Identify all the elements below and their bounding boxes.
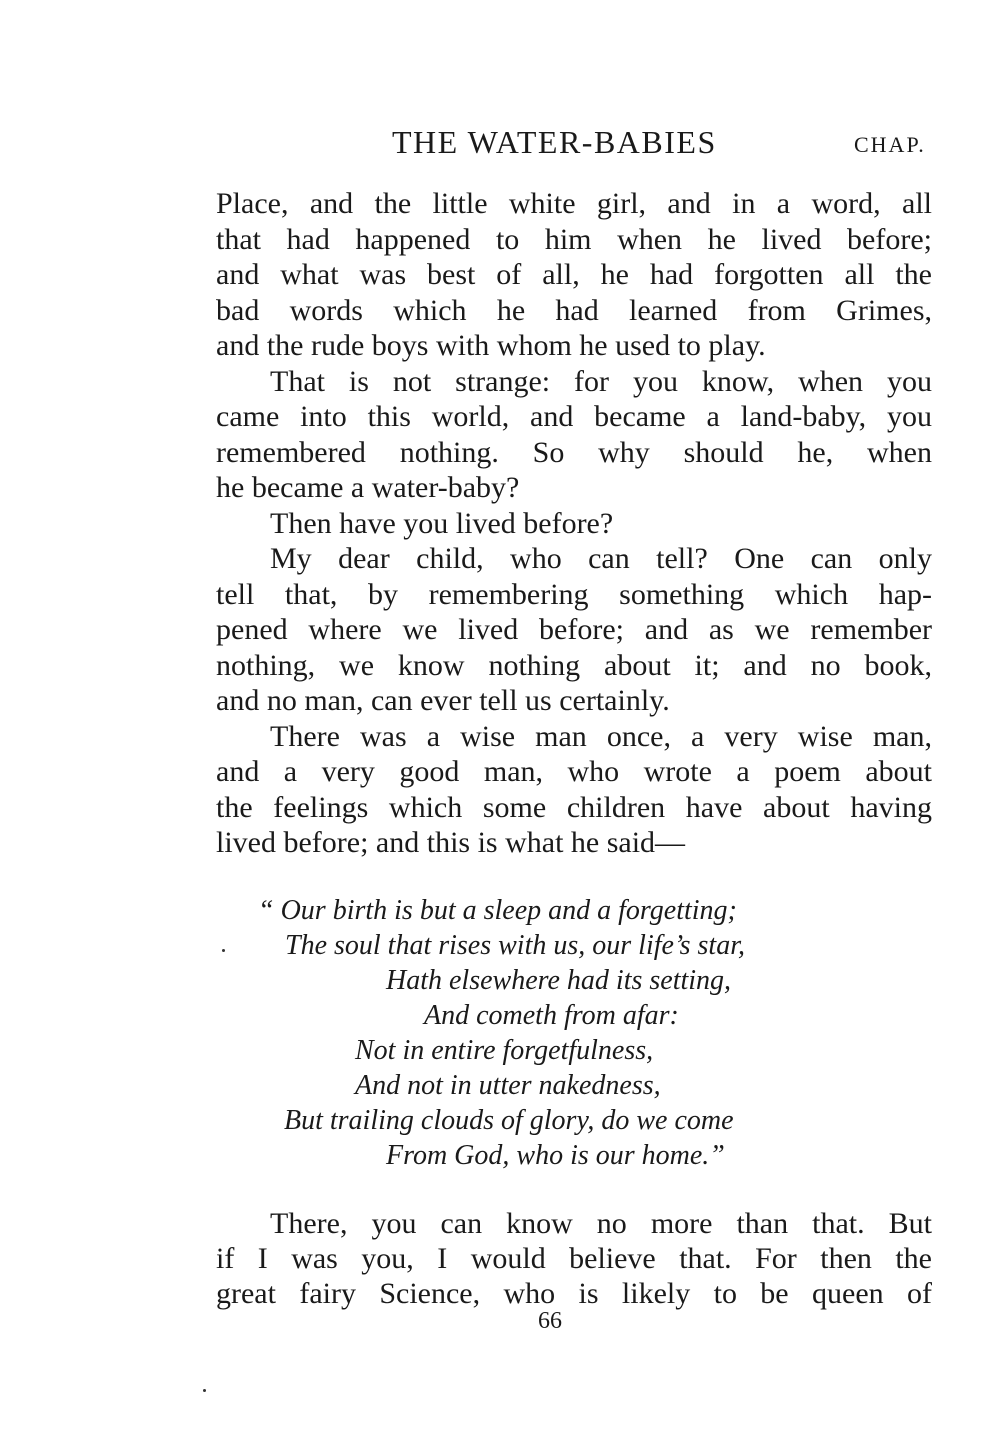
text-line: and no man, can ever tell us certainly. [216,684,670,717]
text-line: My dear child, who can tell? One can only [270,542,932,575]
text-line: and what was best of all, he had forgotten all the [216,258,932,291]
text-line: remembered nothing. So why should he, when [216,436,932,469]
text-line: and a very good man, who wrote a poem about [216,755,932,788]
text-line: Then have you lived before? [270,507,614,540]
ink-speck [222,949,225,952]
poem-line: And cometh from afar: [424,1000,679,1031]
ink-speck [203,1389,206,1392]
text-line: lived before; and this is what he said— [216,826,686,859]
text-line: tell that, by remembering something which hap- [216,578,932,611]
poem-line: “ Our birth is but a sleep and a forgetting; [258,895,737,926]
poem-line: But trailing clouds of glory, do we come [284,1105,734,1136]
running-header [0,124,1000,174]
page-number: 66 [538,1308,562,1334]
chapter-label: CHAP. [854,132,926,157]
book-title: THE WATER-BABIES [392,124,717,160]
text-line: nothing, we know nothing about it; and no book, [216,649,932,682]
text-line: and the rude boys with whom he used to play. [216,329,766,362]
text-line: There was a wise man once, a very wise man, [270,720,932,753]
text-line: great fairy Science, who is likely to be queen of [216,1277,932,1310]
text-line: bad words which he had learned from Grimes, [216,294,932,327]
text-line: if I was you, I would believe that. For then the [216,1242,932,1275]
text-line: the feelings which some children have about having [216,791,932,824]
text-line: he became a water-baby? [216,471,520,504]
text-line: that had happened to him when he lived before; [216,223,932,256]
poem-line: And not in utter nakedness, [355,1070,661,1101]
text-line: There, you can know no more than that. But [270,1207,932,1240]
poem-line: The soul that rises with us, our life’s star, [285,930,746,961]
poem-line: Hath elsewhere had its setting, [386,965,732,996]
poem-line: From God, who is our home.” [386,1140,725,1171]
text-line: came into this world, and became a land-baby, you [216,400,932,433]
poem-line: Not in entire forgetfulness, [355,1035,654,1066]
text-line: That is not strange: for you know, when you [270,365,932,398]
text-line: Place, and the little white girl, and in a word, all [216,187,932,220]
text-line: pened where we lived before; and as we remember [216,613,932,646]
